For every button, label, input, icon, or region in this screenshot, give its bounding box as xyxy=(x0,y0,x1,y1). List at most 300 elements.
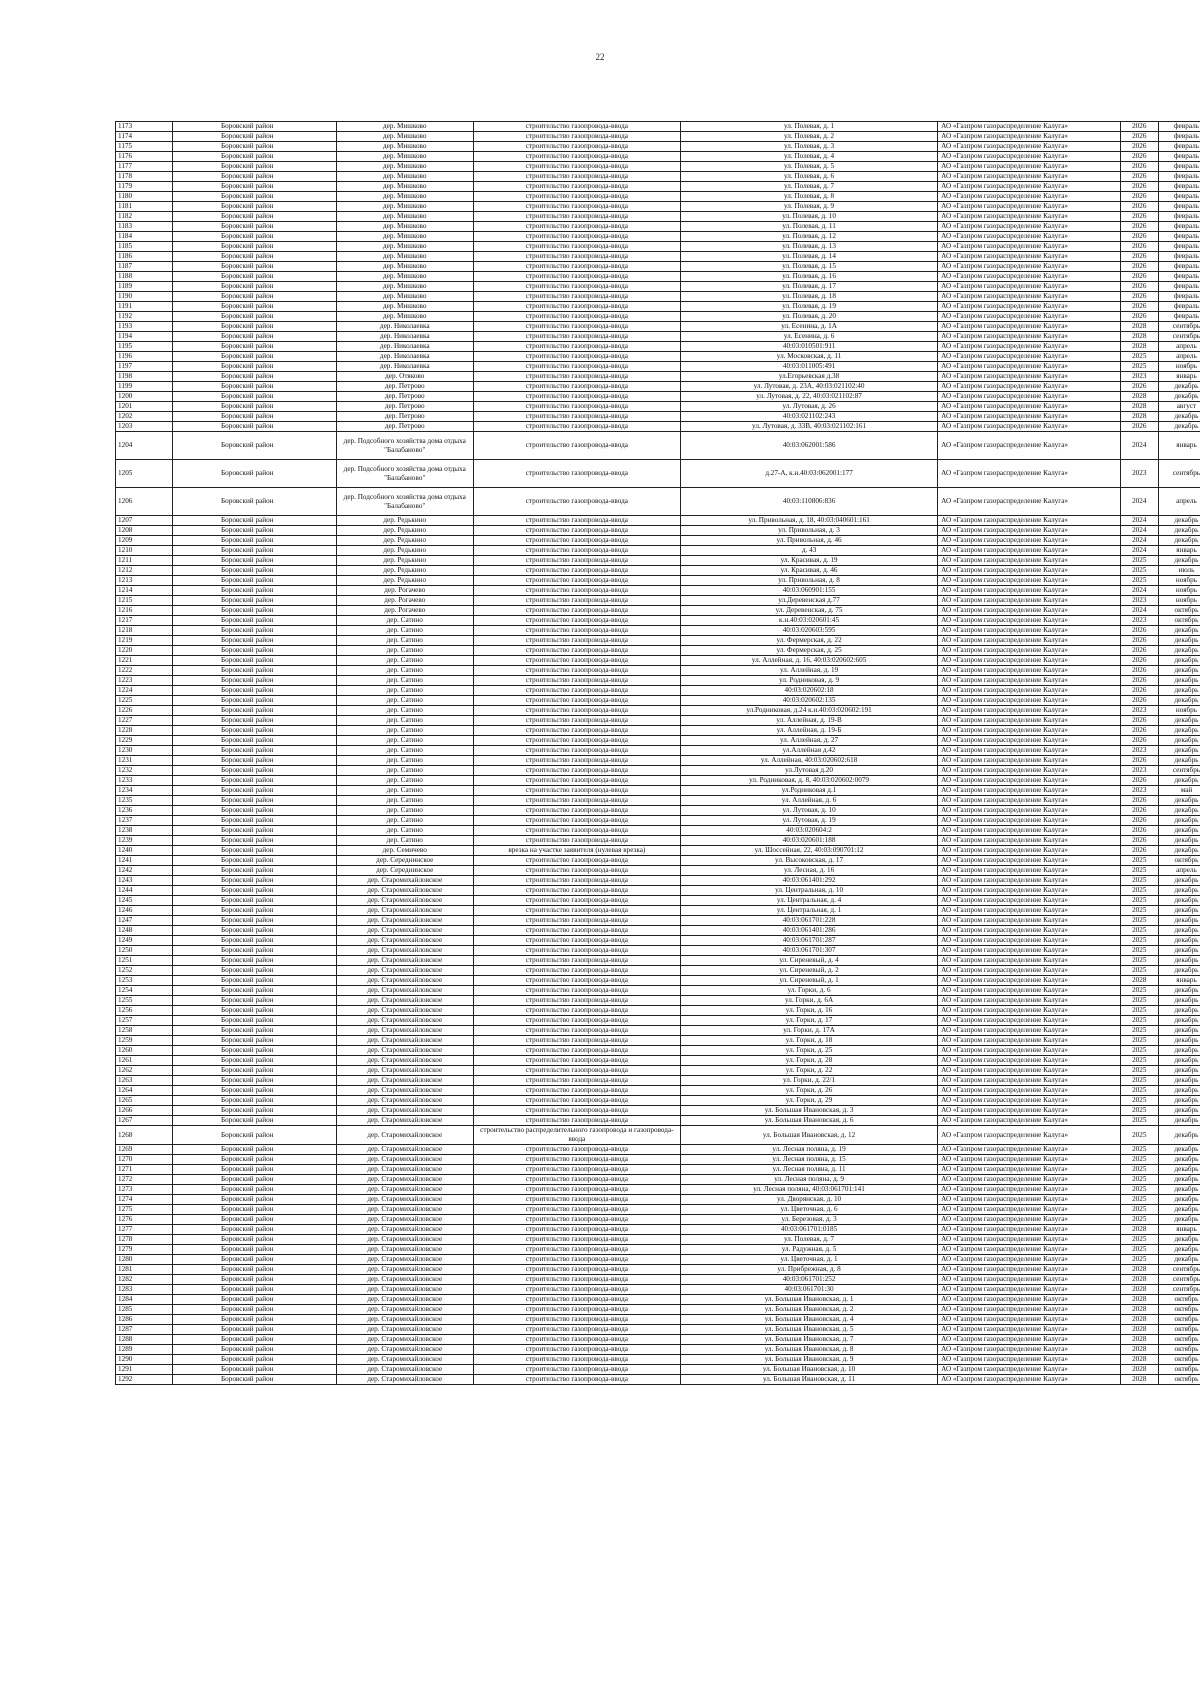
organization-cell: АО «Газпром газораспределение Калуга» xyxy=(938,342,1120,352)
district-cell: Боровский район xyxy=(173,846,337,856)
organization-cell: АО «Газпром газораспределение Калуга» xyxy=(938,896,1120,906)
work-type-cell: строительство газопровода-ввода xyxy=(473,906,680,916)
row-number-cell: 1248 xyxy=(116,926,173,936)
year-cell: 2026 xyxy=(1120,846,1158,856)
organization-cell: АО «Газпром газораспределение Калуга» xyxy=(938,392,1120,402)
organization-cell: АО «Газпром газораспределение Калуга» xyxy=(938,432,1120,460)
address-cell: ул. Цветочная, д. 6 xyxy=(681,1205,938,1215)
work-type-cell: строительство газопровода-ввода xyxy=(473,1215,680,1225)
work-type-cell: строительство газопровода-ввода xyxy=(473,866,680,876)
table-row xyxy=(116,886,1200,896)
row-number-cell: 1216 xyxy=(116,606,173,616)
settlement-cell: дер. Подсобного хозяйства дома отдыха "Балабаново" xyxy=(336,432,473,460)
settlement-cell: дер. Сатино xyxy=(336,656,473,666)
settlement-cell: дер. Старомихайловское xyxy=(336,906,473,916)
district-cell: Боровский район xyxy=(173,1066,337,1076)
table-row xyxy=(116,162,1200,172)
organization-cell: АО «Газпром газораспределение Калуга» xyxy=(938,856,1120,866)
organization-cell: АО «Газпром газораспределение Калуга» xyxy=(938,1355,1120,1365)
district-cell: Боровский район xyxy=(173,876,337,886)
work-type-cell: строительство газопровода-ввода xyxy=(473,232,680,242)
table-row xyxy=(116,786,1200,796)
year-cell: 2024 xyxy=(1120,516,1158,526)
month-cell: декабрь xyxy=(1158,826,1200,836)
year-cell: 2025 xyxy=(1120,896,1158,906)
settlement-cell: дер. Старомихайловское xyxy=(336,976,473,986)
district-cell: Боровский район xyxy=(173,826,337,836)
year-cell: 2026 xyxy=(1120,666,1158,676)
address-cell: 40:03:061701:252 xyxy=(681,1275,938,1285)
row-number-cell: 1254 xyxy=(116,986,173,996)
month-cell: декабрь xyxy=(1158,1205,1200,1215)
month-cell: сентябрь xyxy=(1158,1275,1200,1285)
district-cell: Боровский район xyxy=(173,576,337,586)
address-cell: ул. Высоковская, д. 17 xyxy=(681,856,938,866)
district-cell: Боровский район xyxy=(173,1175,337,1185)
table-row xyxy=(116,756,1200,766)
settlement-cell: дер. Рогачево xyxy=(336,586,473,596)
address-cell: ул. Родниковая, д. 9 xyxy=(681,676,938,686)
address-cell: ул.Деревенская д.77 xyxy=(681,596,938,606)
month-cell: декабрь xyxy=(1158,1116,1200,1126)
settlement-cell: дер. Старомихайловское xyxy=(336,1245,473,1255)
address-cell: ул. Фермерская, д. 25 xyxy=(681,646,938,656)
settlement-cell: дер. Старомихайловское xyxy=(336,986,473,996)
table-row xyxy=(116,646,1200,656)
month-cell: февраль xyxy=(1158,132,1200,142)
work-type-cell: строительство газопровода-ввода xyxy=(473,172,680,182)
settlement-cell: дер. Сатино xyxy=(336,816,473,826)
work-type-cell: строительство газопровода-ввода xyxy=(473,816,680,826)
district-cell: Боровский район xyxy=(173,272,337,282)
settlement-cell: дер. Сатино xyxy=(336,686,473,696)
table-row xyxy=(116,716,1200,726)
month-cell: декабрь xyxy=(1158,686,1200,696)
table-row xyxy=(116,272,1200,282)
settlement-cell: дер. Середнинское xyxy=(336,866,473,876)
work-type-cell: строительство газопровода-ввода xyxy=(473,1225,680,1235)
settlement-cell: дер. Николаевка xyxy=(336,332,473,342)
table-row xyxy=(116,372,1200,382)
organization-cell: АО «Газпром газораспределение Калуга» xyxy=(938,1076,1120,1086)
month-cell: ноябрь xyxy=(1158,576,1200,586)
work-type-cell: строительство газопровода-ввода xyxy=(473,1275,680,1285)
month-cell: декабрь xyxy=(1158,656,1200,666)
address-cell: ул. Полевая, д. 14 xyxy=(681,252,938,262)
year-cell: 2028 xyxy=(1120,1265,1158,1275)
work-type-cell: строительство газопровода-ввода xyxy=(473,342,680,352)
year-cell: 2025 xyxy=(1120,1145,1158,1155)
organization-cell: АО «Газпром газораспределение Калуга» xyxy=(938,706,1120,716)
district-cell: Боровский район xyxy=(173,816,337,826)
district-cell: Боровский район xyxy=(173,352,337,362)
year-cell: 2026 xyxy=(1120,202,1158,212)
row-number-cell: 1208 xyxy=(116,526,173,536)
month-cell: сентябрь xyxy=(1158,460,1200,488)
year-cell: 2025 xyxy=(1120,362,1158,372)
row-number-cell: 1181 xyxy=(116,202,173,212)
table-row xyxy=(116,1375,1200,1385)
settlement-cell: дер. Подсобного хозяйства дома отдыха "Балабаново" xyxy=(336,460,473,488)
year-cell: 2026 xyxy=(1120,726,1158,736)
year-cell: 2026 xyxy=(1120,716,1158,726)
year-cell: 2026 xyxy=(1120,232,1158,242)
work-type-cell: строительство газопровода-ввода xyxy=(473,1076,680,1086)
row-number-cell: 1253 xyxy=(116,976,173,986)
month-cell: декабрь xyxy=(1158,1106,1200,1116)
work-type-cell: строительство газопровода-ввода xyxy=(473,432,680,460)
year-cell: 2026 xyxy=(1120,192,1158,202)
row-number-cell: 1236 xyxy=(116,806,173,816)
work-type-cell: строительство газопровода-ввода xyxy=(473,836,680,846)
address-cell: ул. Полевая, д. 13 xyxy=(681,242,938,252)
month-cell: декабрь xyxy=(1158,1145,1200,1155)
month-cell: декабрь xyxy=(1158,536,1200,546)
table-row xyxy=(116,1285,1200,1295)
work-type-cell: строительство газопровода-ввода xyxy=(473,1046,680,1056)
year-cell: 2028 xyxy=(1120,322,1158,332)
address-cell: ул. Горки, д. 6 xyxy=(681,986,938,996)
month-cell: декабрь xyxy=(1158,1155,1200,1165)
row-number-cell: 1215 xyxy=(116,596,173,606)
month-cell: декабрь xyxy=(1158,716,1200,726)
table-row xyxy=(116,1225,1200,1235)
month-cell: октябрь xyxy=(1158,1355,1200,1365)
address-cell: ул. Большая Ивановская, д. 1 xyxy=(681,1295,938,1305)
work-type-cell: строительство газопровода-ввода xyxy=(473,796,680,806)
row-number-cell: 1272 xyxy=(116,1175,173,1185)
row-number-cell: 1186 xyxy=(116,252,173,262)
month-cell: январь xyxy=(1158,546,1200,556)
organization-cell: АО «Газпром газораспределение Калуга» xyxy=(938,1046,1120,1056)
table-row xyxy=(116,1235,1200,1245)
row-number-cell: 1214 xyxy=(116,586,173,596)
year-cell: 2028 xyxy=(1120,1225,1158,1235)
district-cell: Боровский район xyxy=(173,936,337,946)
year-cell: 2028 xyxy=(1120,1345,1158,1355)
settlement-cell: дер. Редькино xyxy=(336,546,473,556)
table-row xyxy=(116,282,1200,292)
year-cell: 2028 xyxy=(1120,1335,1158,1345)
month-cell: декабрь xyxy=(1158,736,1200,746)
settlement-cell: дер. Старомихайловское xyxy=(336,1026,473,1036)
settlement-cell: дер. Мишково xyxy=(336,252,473,262)
settlement-cell: дер. Старомихайловское xyxy=(336,1175,473,1185)
district-cell: Боровский район xyxy=(173,1076,337,1086)
year-cell: 2025 xyxy=(1120,1165,1158,1175)
year-cell: 2028 xyxy=(1120,1375,1158,1385)
year-cell: 2026 xyxy=(1120,696,1158,706)
organization-cell: АО «Газпром газораспределение Калуга» xyxy=(938,262,1120,272)
row-number-cell: 1187 xyxy=(116,262,173,272)
address-cell: ул. Привольная, д. 3 xyxy=(681,526,938,536)
month-cell: декабрь xyxy=(1158,876,1200,886)
year-cell: 2023 xyxy=(1120,596,1158,606)
address-cell: ул.Егорьевская д.38 xyxy=(681,372,938,382)
row-number-cell: 1277 xyxy=(116,1225,173,1235)
month-cell: ноябрь xyxy=(1158,596,1200,606)
table-row xyxy=(116,322,1200,332)
year-cell: 2026 xyxy=(1120,686,1158,696)
organization-cell: АО «Газпром газораспределение Калуга» xyxy=(938,846,1120,856)
row-number-cell: 1173 xyxy=(116,122,173,132)
address-cell: ул. Полевая, д. 17 xyxy=(681,282,938,292)
organization-cell: АО «Газпром газораспределение Калуга» xyxy=(938,966,1120,976)
month-cell: февраль xyxy=(1158,302,1200,312)
year-cell: 2025 xyxy=(1120,1046,1158,1056)
address-cell: 40:03:061401:292 xyxy=(681,876,938,886)
year-cell: 2025 xyxy=(1120,576,1158,586)
year-cell: 2026 xyxy=(1120,806,1158,816)
row-number-cell: 1174 xyxy=(116,132,173,142)
work-type-cell: строительство газопровода-ввода xyxy=(473,966,680,976)
district-cell: Боровский район xyxy=(173,362,337,372)
work-type-cell: строительство газопровода-ввода xyxy=(473,876,680,886)
address-cell: ул. Аллейная, д. 19-В xyxy=(681,716,938,726)
address-cell: ул. Сиреневый, д. 2 xyxy=(681,966,938,976)
district-cell: Боровский район xyxy=(173,1086,337,1096)
year-cell: 2026 xyxy=(1120,312,1158,322)
address-cell: ул. Березовая, д. 3 xyxy=(681,1215,938,1225)
settlement-cell: дер. Николаевка xyxy=(336,362,473,372)
work-type-cell: строительство газопровода-ввода xyxy=(473,1006,680,1016)
settlement-cell: дер. Старомихайловское xyxy=(336,1345,473,1355)
settlement-cell: дер. Сатино xyxy=(336,746,473,756)
district-cell: Боровский район xyxy=(173,896,337,906)
organization-cell: АО «Газпром газораспределение Калуга» xyxy=(938,1026,1120,1036)
organization-cell: АО «Газпром газораспределение Калуга» xyxy=(938,142,1120,152)
row-number-cell: 1259 xyxy=(116,1036,173,1046)
row-number-cell: 1230 xyxy=(116,746,173,756)
address-cell: ул. Сиреневый, д. 1 xyxy=(681,976,938,986)
table-row xyxy=(116,596,1200,606)
row-number-cell: 1249 xyxy=(116,936,173,946)
address-cell: ул. Лесная поляна, д. 11 xyxy=(681,1165,938,1175)
month-cell: октябрь xyxy=(1158,1365,1200,1375)
settlement-cell: дер. Редькино xyxy=(336,576,473,586)
district-cell: Боровский район xyxy=(173,656,337,666)
month-cell: декабрь xyxy=(1158,816,1200,826)
year-cell: 2026 xyxy=(1120,172,1158,182)
table-row xyxy=(116,1036,1200,1046)
district-cell: Боровский район xyxy=(173,162,337,172)
table-row xyxy=(116,422,1200,432)
settlement-cell: дер. Редькино xyxy=(336,536,473,546)
row-number-cell: 1190 xyxy=(116,292,173,302)
row-number-cell: 1197 xyxy=(116,362,173,372)
settlement-cell: дер. Старомихайловское xyxy=(336,896,473,906)
year-cell: 2024 xyxy=(1120,606,1158,616)
row-number-cell: 1226 xyxy=(116,706,173,716)
district-cell: Боровский район xyxy=(173,1006,337,1016)
organization-cell: АО «Газпром газораспределение Калуга» xyxy=(938,1056,1120,1066)
row-number-cell: 1195 xyxy=(116,342,173,352)
table-row xyxy=(116,1195,1200,1205)
settlement-cell: дер. Мишково xyxy=(336,272,473,282)
address-cell: ул. Горки, д. 17А xyxy=(681,1026,938,1036)
district-cell: Боровский район xyxy=(173,766,337,776)
work-type-cell: строительство газопровода-ввода xyxy=(473,392,680,402)
year-cell: 2024 xyxy=(1120,536,1158,546)
settlement-cell: дер. Мишково xyxy=(336,262,473,272)
table-row xyxy=(116,1026,1200,1036)
month-cell: декабрь xyxy=(1158,996,1200,1006)
settlement-cell: дер. Сатино xyxy=(336,666,473,676)
work-type-cell: строительство газопровода-ввода xyxy=(473,996,680,1006)
organization-cell: АО «Газпром газораспределение Калуга» xyxy=(938,566,1120,576)
row-number-cell: 1204 xyxy=(116,432,173,460)
work-type-cell: строительство газопровода-ввода xyxy=(473,1355,680,1365)
month-cell: февраль xyxy=(1158,172,1200,182)
district-cell: Боровский район xyxy=(173,1046,337,1056)
settlement-cell: дер. Редькино xyxy=(336,566,473,576)
settlement-cell: дер. Старомихайловское xyxy=(336,966,473,976)
district-cell: Боровский район xyxy=(173,986,337,996)
address-cell: 40:03:020602:135 xyxy=(681,696,938,706)
table-row xyxy=(116,1086,1200,1096)
organization-cell: АО «Газпром газораспределение Калуга» xyxy=(938,756,1120,766)
district-cell: Боровский район xyxy=(173,202,337,212)
work-type-cell: строительство газопровода-ввода xyxy=(473,956,680,966)
organization-cell: АО «Газпром газораспределение Калуга» xyxy=(938,696,1120,706)
work-type-cell: строительство газопровода-ввода xyxy=(473,372,680,382)
row-number-cell: 1176 xyxy=(116,152,173,162)
table-row xyxy=(116,656,1200,666)
district-cell: Боровский район xyxy=(173,636,337,646)
month-cell: декабрь xyxy=(1158,1185,1200,1195)
year-cell: 2026 xyxy=(1120,242,1158,252)
row-number-cell: 1233 xyxy=(116,776,173,786)
organization-cell: АО «Газпром газораспределение Калуга» xyxy=(938,1106,1120,1116)
district-cell: Боровский район xyxy=(173,726,337,736)
month-cell: декабрь xyxy=(1158,776,1200,786)
settlement-cell: дер. Сатино xyxy=(336,616,473,626)
month-cell: октябрь xyxy=(1158,606,1200,616)
row-number-cell: 1220 xyxy=(116,646,173,656)
settlement-cell: дер. Старомихайловское xyxy=(336,1066,473,1076)
settlement-cell: дер. Сатино xyxy=(336,836,473,846)
work-type-cell: строительство газопровода-ввода xyxy=(473,826,680,836)
year-cell: 2026 xyxy=(1120,302,1158,312)
row-number-cell: 1193 xyxy=(116,322,173,332)
table-row xyxy=(116,222,1200,232)
month-cell: октябрь xyxy=(1158,1325,1200,1335)
work-type-cell: строительство газопровода-ввода xyxy=(473,526,680,536)
organization-cell: АО «Газпром газораспределение Калуга» xyxy=(938,1086,1120,1096)
month-cell: декабрь xyxy=(1158,926,1200,936)
work-type-cell: строительство газопровода-ввода xyxy=(473,676,680,686)
organization-cell: АО «Газпром газораспределение Калуга» xyxy=(938,1275,1120,1285)
row-number-cell: 1207 xyxy=(116,516,173,526)
table-row xyxy=(116,212,1200,222)
year-cell: 2025 xyxy=(1120,1026,1158,1036)
district-cell: Боровский район xyxy=(173,566,337,576)
work-type-cell: строительство газопровода-ввода xyxy=(473,1155,680,1165)
address-cell: ул. Полевая, д. 12 xyxy=(681,232,938,242)
district-cell: Боровский район xyxy=(173,956,337,966)
year-cell: 2028 xyxy=(1120,1285,1158,1295)
organization-cell: АО «Газпром газораспределение Калуга» xyxy=(938,686,1120,696)
row-number-cell: 1177 xyxy=(116,162,173,172)
row-number-cell: 1266 xyxy=(116,1106,173,1116)
settlement-cell: дер. Мишково xyxy=(336,312,473,322)
settlement-cell: дер. Сатино xyxy=(336,726,473,736)
settlement-cell: дер. Старомихайловское xyxy=(336,1225,473,1235)
year-cell: 2026 xyxy=(1120,152,1158,162)
row-number-cell: 1199 xyxy=(116,382,173,392)
organization-cell: АО «Газпром газораспределение Калуга» xyxy=(938,776,1120,786)
district-cell: Боровский район xyxy=(173,1355,337,1365)
row-number-cell: 1191 xyxy=(116,302,173,312)
district-cell: Боровский район xyxy=(173,1056,337,1066)
settlement-cell: дер. Сатино xyxy=(336,826,473,836)
settlement-cell: дер. Мишково xyxy=(336,222,473,232)
work-type-cell: строительство газопровода-ввода xyxy=(473,1295,680,1305)
table-row xyxy=(116,816,1200,826)
work-type-cell: строительство газопровода-ввода xyxy=(473,1185,680,1195)
address-cell: ул. Центральная, д. 10 xyxy=(681,886,938,896)
table-row xyxy=(116,1165,1200,1175)
work-type-cell: строительство газопровода-ввода xyxy=(473,1026,680,1036)
address-cell: 40:03:020601:188 xyxy=(681,836,938,846)
year-cell: 2025 xyxy=(1120,936,1158,946)
organization-cell: АО «Газпром газораспределение Калуга» xyxy=(938,736,1120,746)
row-number-cell: 1257 xyxy=(116,1016,173,1026)
table-row xyxy=(116,626,1200,636)
address-cell: ул. Аллейная, д. 19-Б xyxy=(681,726,938,736)
settlement-cell: дер. Мишково xyxy=(336,132,473,142)
work-type-cell: строительство газопровода-ввода xyxy=(473,856,680,866)
organization-cell: АО «Газпром газораспределение Калуга» xyxy=(938,746,1120,756)
table-row xyxy=(116,402,1200,412)
month-cell: декабрь xyxy=(1158,1165,1200,1175)
table-row xyxy=(116,1335,1200,1345)
year-cell: 2028 xyxy=(1120,1365,1158,1375)
table-row xyxy=(116,966,1200,976)
settlement-cell: дер. Старомихайловское xyxy=(336,936,473,946)
address-cell: ул. Шоссейная, 22, 40:03:090701:12 xyxy=(681,846,938,856)
organization-cell: АО «Газпром газораспределение Калуга» xyxy=(938,1175,1120,1185)
organization-cell: АО «Газпром газораспределение Калуга» xyxy=(938,272,1120,282)
year-cell: 2025 xyxy=(1120,1195,1158,1205)
settlement-cell: дер. Сатино xyxy=(336,646,473,656)
month-cell: декабрь xyxy=(1158,836,1200,846)
address-cell: ул. Цветочная, д. 1 xyxy=(681,1255,938,1265)
organization-cell: АО «Газпром газораспределение Калуга» xyxy=(938,876,1120,886)
address-cell: ул.Лутовая д.20 xyxy=(681,766,938,776)
address-cell: ул. Большая Ивановская, д. 9 xyxy=(681,1355,938,1365)
settlement-cell: дер. Старомихайловское xyxy=(336,886,473,896)
address-cell: ул. Полевая, д. 18 xyxy=(681,292,938,302)
settlement-cell: дер. Сатино xyxy=(336,626,473,636)
district-cell: Боровский район xyxy=(173,836,337,846)
year-cell: 2026 xyxy=(1120,826,1158,836)
district-cell: Боровский район xyxy=(173,1235,337,1245)
table-row xyxy=(116,736,1200,746)
year-cell: 2026 xyxy=(1120,656,1158,666)
row-number-cell: 1241 xyxy=(116,856,173,866)
table-row xyxy=(116,242,1200,252)
organization-cell: АО «Газпром газораспределение Калуга» xyxy=(938,1375,1120,1385)
settlement-cell: дер. Мишково xyxy=(336,242,473,252)
organization-cell: АО «Газпром газораспределение Калуга» xyxy=(938,162,1120,172)
year-cell: 2025 xyxy=(1120,1016,1158,1026)
table-row xyxy=(116,986,1200,996)
address-cell: ул. Полевая, д. 20 xyxy=(681,312,938,322)
month-cell: август xyxy=(1158,402,1200,412)
organization-cell: АО «Газпром газораспределение Калуга» xyxy=(938,302,1120,312)
district-cell: Боровский район xyxy=(173,212,337,222)
